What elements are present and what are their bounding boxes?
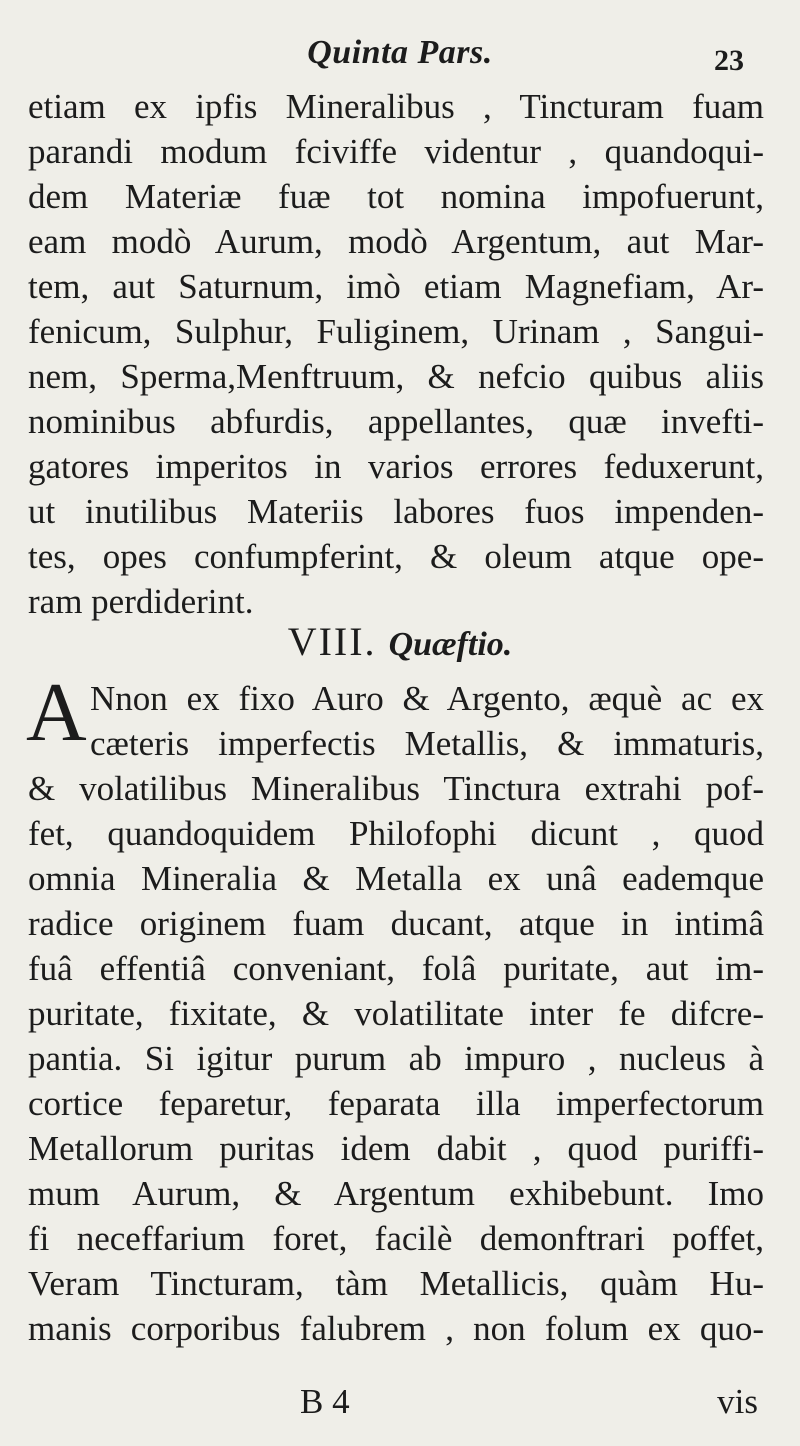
text-line: omnia Mineralia & Metalla ex unâ eademque — [28, 859, 764, 898]
text-line: mum Aurum, & Argentum exhibebunt. Imo — [28, 1174, 764, 1213]
text-line: cortice feparetur, feparata illa imperfectorum — [28, 1084, 764, 1123]
text-line: nominibus abfurdis, appellantes, quæ invefti- — [28, 402, 764, 441]
text-line: eam modò Aurum, modò Argentum, aut Mar- — [28, 222, 764, 261]
page-number: 23 — [714, 44, 744, 77]
text-line: & volatilibus Mineralibus Tinctura extrahi pof- — [28, 769, 764, 808]
signature-mark: B 4 — [300, 1382, 350, 1421]
text-line: manis corporibus falubrem , non folum ex quo- — [28, 1309, 764, 1348]
text-line: puritate, fixitate, & volatilitate inter fe difcre- — [28, 994, 764, 1033]
text-line: fuâ effentiâ conveniant, folâ puritate, aut im- — [28, 949, 764, 988]
text-line: Nnon ex fixo Auro & Argento, æquè ac ex — [90, 679, 764, 718]
drop-cap: A — [26, 666, 87, 759]
text-line: tem, aut Saturnum, imò etiam Magnefiam, Ar- — [28, 267, 764, 306]
text-line: fi neceffarium foret, facilè demonftrari poffet, — [28, 1219, 764, 1258]
text-line: nem, Sperma,Menftruum, & nefcio quibus aliis — [28, 357, 764, 396]
section-heading — [0, 618, 800, 665]
running-title: Quinta Pars. — [307, 34, 493, 71]
text-line: radice originem fuam ducant, atque in intimâ — [28, 904, 764, 943]
text-line: parandi modum fciviffe videntur , quandoqui- — [28, 132, 764, 171]
text-line: dem Materiæ fuæ tot nomina impofuerunt, — [28, 177, 764, 216]
text-line: pantia. Si igitur purum ab impuro , nucleus à — [28, 1039, 764, 1078]
text-line: Veram Tincturam, tàm Metallicis, quàm Hu- — [28, 1264, 764, 1303]
text-line: tes, opes confumpferint, & oleum atque ope- — [28, 537, 764, 576]
text-line: fenicum, Sulphur, Fuliginem, Urinam , Sangui- — [28, 312, 764, 351]
section-label: Quæftio. — [388, 626, 513, 663]
section-number: VIII. — [287, 619, 377, 664]
text-line: fet, quandoquidem Philofophi dicunt , quod — [28, 814, 764, 853]
text-line: cæteris imperfectis Metallis, & immaturis, — [90, 724, 764, 763]
text-line: Metallorum puritas idem dabit , quod puriffi- — [28, 1129, 764, 1168]
text-line: ram perdiderint. — [28, 582, 254, 621]
text-line: ut inutilibus Materiis labores fuos impenden- — [28, 492, 764, 531]
catchword: vis — [717, 1382, 758, 1421]
text-line: etiam ex ipfis Mineralibus , Tincturam fuam — [28, 87, 764, 126]
text-line: gatores imperitos in varios errores feduxerunt, — [28, 447, 764, 486]
